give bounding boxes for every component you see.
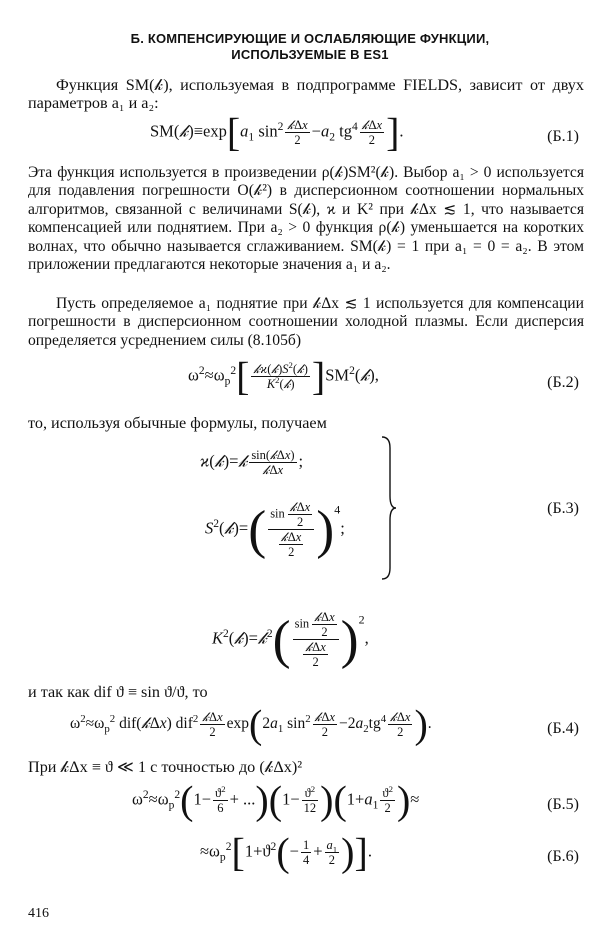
equation-b6: $\approx\omega_p^2[1+ϑ^2(-$ $\frac{1}{4}$ + $\frac{a_1}{2}$ )]. [200,829,372,875]
right-brace [381,436,397,580]
equation-number-b4: (Б.4) [547,720,579,737]
equation-b2: $\omega^2\approx\omega_p^2$[ $\frac{𝓀ϰ(𝓀)S^2(𝓀)}{K^2(𝓀)}$ ]$SM^2(𝓀)$, [188,353,379,399]
section-heading-line2: ИСПОЛЬЗУЕМЫЕ В ES1 [231,47,389,62]
equation-b5: $\omega^2\approx\omega_p^2(1-$ $\frac{ϑ^2}{6}$ + ...)(1− $\frac{ϑ^2}{12}$ )($1+a_1$ $\frac{ϑ^2}{2}$ )≈ [132,777,420,823]
equation-b1: $SM(𝓀)\equiv\exp[a_1$ $\sin^2$ $\frac{\text{𝓀Δx}}{2}$ $-a_2$ $tg^4$ $\frac{\text{𝓀Δx}}{2}$ ]. [150,109,404,155]
equation-number-b3: (Б.3) [547,500,579,517]
equation-b3a: ϰ(𝓀)=𝓀 $\frac{\text{sin(𝓀Δx)}}{\text{𝓀Δx}}$ ; [200,448,304,477]
equation-b3c: $K^2(𝓀)=𝓀^2$( sin $\frac{\text{𝓀Δx}}{2}$ $\frac{\text{𝓀Δx}}{2}$ )$^2$, [212,609,369,670]
equation-b4: $\omega^2\approx\omega_p^2$ dif(𝓀Δx) dif$^2$ $\frac{\text{𝓀Δx}}{2}$ $\exp(2a_1$ $\sin^2$ $\frac{\text{𝓀Δx}}{2}$ $-2a_2tg^4$ $\frac{\text{𝓀Δx}}{2}$ ). [70,701,432,747]
paragraph-3: Пусть определяемое a₁ поднятие при 𝓀Δx ≲ 1 используется для компенсации погрешности в дисперсионном соотношении холодной плазмы. Если дисперсия определяется усреднением силы (8.105б) [28,295,584,349]
equation-b3b: $S^2(𝓀)=$( sin $\frac{\text{𝓀Δx}}{2}$ $\frac{\text{𝓀Δx}}{2}$ )$^4$; [205,499,345,560]
page-number: 416 [28,906,49,921]
paragraph-4: то, используя обычные формулы, получаем [28,414,327,432]
paragraph-1: Функция SM(𝓀), используемая в подпрограмме FIELDS, зависит от двух параметров a₁ и a₂: [28,76,584,113]
equation-number-b2: (Б.2) [547,374,579,391]
paragraph-5: и так как dif ϑ ≡ sin ϑ/ϑ, то [28,683,208,701]
paragraph-6: При 𝓀Δx ≡ ϑ ≪ 1 с точностью до (𝓀Δx)² [28,758,303,776]
equation-number-b6: (Б.6) [547,848,579,865]
equation-number-b1: (Б.1) [547,128,579,145]
paragraph-2: Эта функция используется в произведении ρ(𝓀)SM²(𝓀). Выбор a₁ > 0 используется для подавления погрешности O(𝓀²) в дисперсионном соотношении нормальных алгоритмов, связанной с величинами S(𝓀), ϰ и K² при 𝓀Δx ≲ 1, что называется компенсацией или поднятием. При a₂ > 0 функция ρ(𝓀) уменьшается на коротких волнах, что обычно называется сглаживанием. SM(𝓀) = 1 при a₁ = 0 = a₂. В этом приложении предлагаются некоторые значения a₁ и a₂. [28,164,584,274]
equation-number-b5: (Б.5) [547,796,579,813]
section-heading-line1: Б. КОМПЕНСИРУЮЩИЕ И ОСЛАБЛЯЮЩИЕ ФУНКЦИИ, [130,31,490,46]
